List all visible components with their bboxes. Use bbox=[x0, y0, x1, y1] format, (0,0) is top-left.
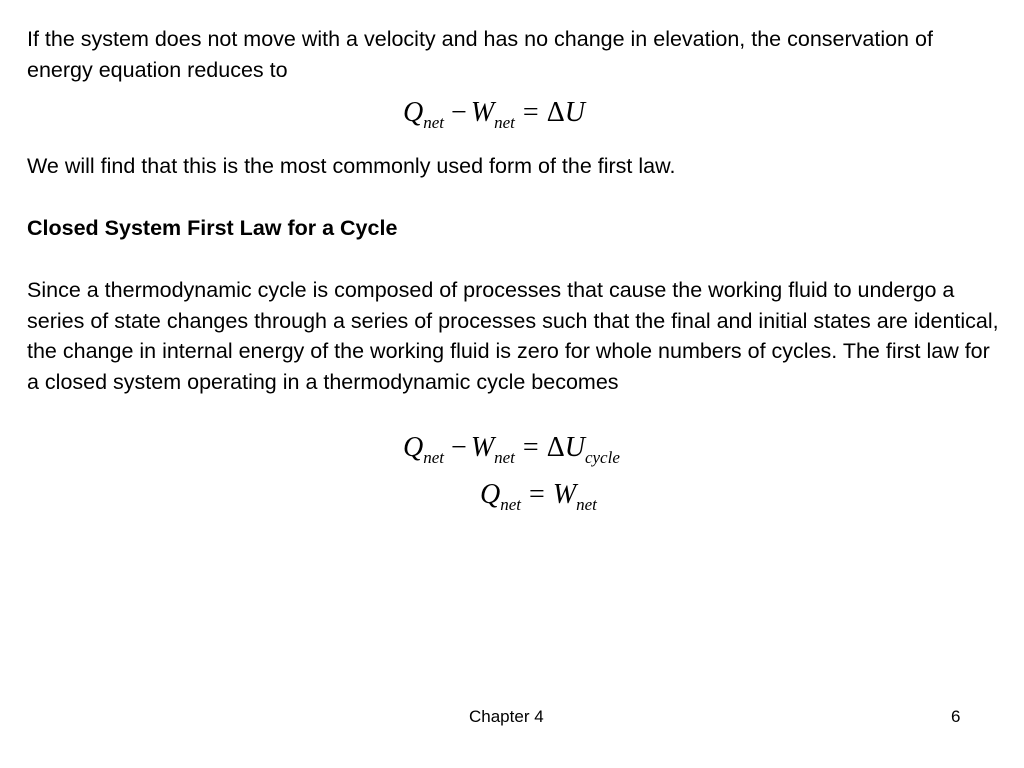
page-number: 6 bbox=[951, 707, 961, 726]
work-symbol: W bbox=[470, 432, 495, 463]
common-form-paragraph: We will find that this is the most commonly used form of the first law. bbox=[27, 154, 676, 178]
cycle-subscript: cycle bbox=[584, 448, 620, 467]
heat-subscript: net bbox=[500, 495, 522, 514]
cycle-energy-equation bbox=[403, 431, 620, 475]
heat-symbol: Q bbox=[403, 97, 424, 128]
delta-symbol: Δ bbox=[546, 97, 565, 128]
work-subscript: net bbox=[494, 448, 515, 467]
work-subscript: net bbox=[576, 495, 597, 514]
heat-symbol: Q bbox=[403, 432, 424, 463]
work-symbol: W bbox=[552, 479, 577, 510]
work-subscript: net bbox=[494, 113, 515, 132]
intro-paragraph: If the system does not move with a velocity and has no change in elevation, the conservation of energy equation reduces to bbox=[27, 27, 933, 82]
internal-energy-symbol: U bbox=[564, 432, 585, 463]
work-symbol: W bbox=[470, 97, 495, 128]
equals-sign: = bbox=[522, 97, 539, 128]
equals-sign: = bbox=[522, 432, 539, 463]
delta-symbol: Δ bbox=[546, 432, 565, 463]
footer-chapter: Chapter 4 bbox=[469, 707, 544, 726]
minus-sign: − bbox=[451, 97, 467, 128]
heat-symbol: Q bbox=[480, 479, 501, 510]
internal-energy-symbol: U bbox=[564, 97, 585, 128]
minus-sign: − bbox=[451, 432, 467, 463]
heat-subscript: net bbox=[423, 448, 445, 467]
energy-equation bbox=[403, 96, 585, 140]
heat-subscript: net bbox=[423, 113, 445, 132]
cycle-paragraph: Since a thermodynamic cycle is composed of processes that cause the working fluid to undergo a series of state changes through a series of processes such that the final and initial states are identical, the change in internal energy of the working fluid is zero for whole numbers of cycles. The first law for a closed system operating in a thermodynamic cycle becomes bbox=[27, 278, 999, 394]
section-heading: Closed System First Law for a Cycle bbox=[27, 216, 398, 240]
equals-sign: = bbox=[529, 479, 545, 510]
heat-equals-work-equation bbox=[480, 478, 597, 522]
